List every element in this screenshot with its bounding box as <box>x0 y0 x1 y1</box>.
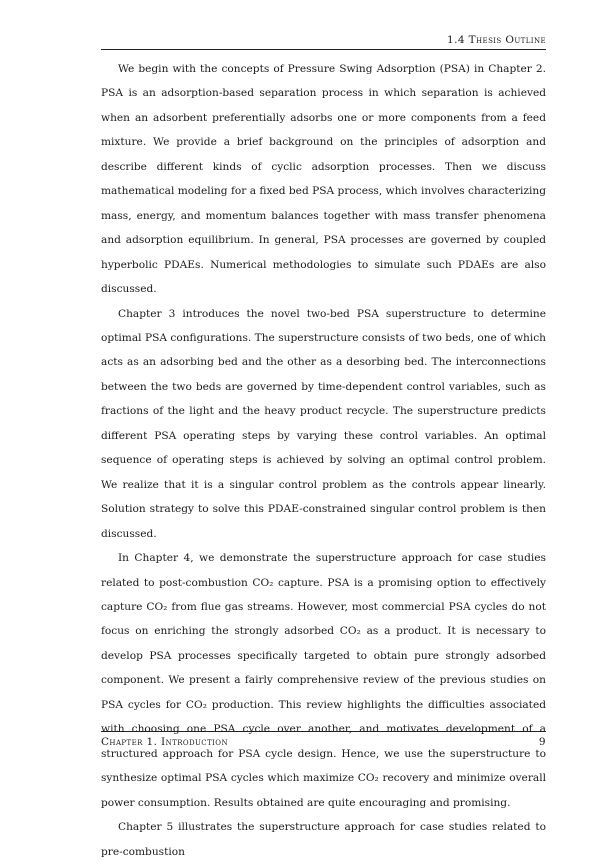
page-number: 9 <box>538 736 546 748</box>
paragraph-4: Chapter 5 illustrates the superstructure approach for case studies related to pre-combustion <box>101 821 546 858</box>
footer <box>101 736 546 748</box>
paragraph-1: We begin with the concepts of Pressure Swing Adsorption (PSA) in Chapter 2. PSA is an adsorption-based separation process in which separation is achieved when an adsorbent preferentially adsorbs one or more components from a feed mixture. We provide a brief background on the principles of adsorption and describe different kinds of cyclic adsorption processes. Then we discuss mathematical modeling for a fixed bed PSA process, which involves characterizing mass, energy, and momentum balances together with mass transfer phenomena and adsorption equilibrium. In general, PSA processes are governed by coupled hyperbolic PDAEs. Numerical methodologies to simulate such PDAEs are also discussed. <box>101 63 546 296</box>
header-rule <box>101 49 546 50</box>
paragraph-2: Chapter 3 introduces the novel two-bed PSA superstructure to determine optimal PSA configurations. The superstructure consists of two beds, one of which acts as an adsorbing bed and the other as a desorbing bed. The interconnections between the two beds are governed by time-dependent control variables, such as fractions of the light and the heavy product recycle. The superstructure predicts different PSA operating steps by varying these control variables. An optimal sequence of operating steps is achieved by solving an optimal control problem. We realize that it is a singular control problem as the controls appear linearly. Solution strategy to solve this PDAE-constrained singular control problem is then discussed. <box>101 307 546 540</box>
paragraph-3: In Chapter 4, we demonstrate the superstructure approach for case studies related to post-combustion CO₂ capture. PSA is a promising option to effectively capture CO₂ from flue gas streams. However, most commercial PSA cycles do not focus on enriching the strongly adsorbed CO₂ as a product. It is necessary to develop PSA processes specifically targeted to obtain pure strongly adsorbed component. We present a fairly comprehensive review of the previous studies on PSA cycles for CO₂ production. This review highlights the difficulties associated with choosing one PSA cycle over another, and motivates development of a structured approach for PSA cycle design. Hence, we use the superstructure to synthesize optimal PSA cycles which maximize CO₂ recovery and minimize overall power consumption. Results obtained are quite encouraging and promising. <box>101 552 546 809</box>
running-head: 1.4 Thesis Outline <box>447 34 546 46</box>
footer-chapter-label: Chapter 1. Introduction <box>101 736 228 748</box>
footer-rule <box>101 731 546 732</box>
